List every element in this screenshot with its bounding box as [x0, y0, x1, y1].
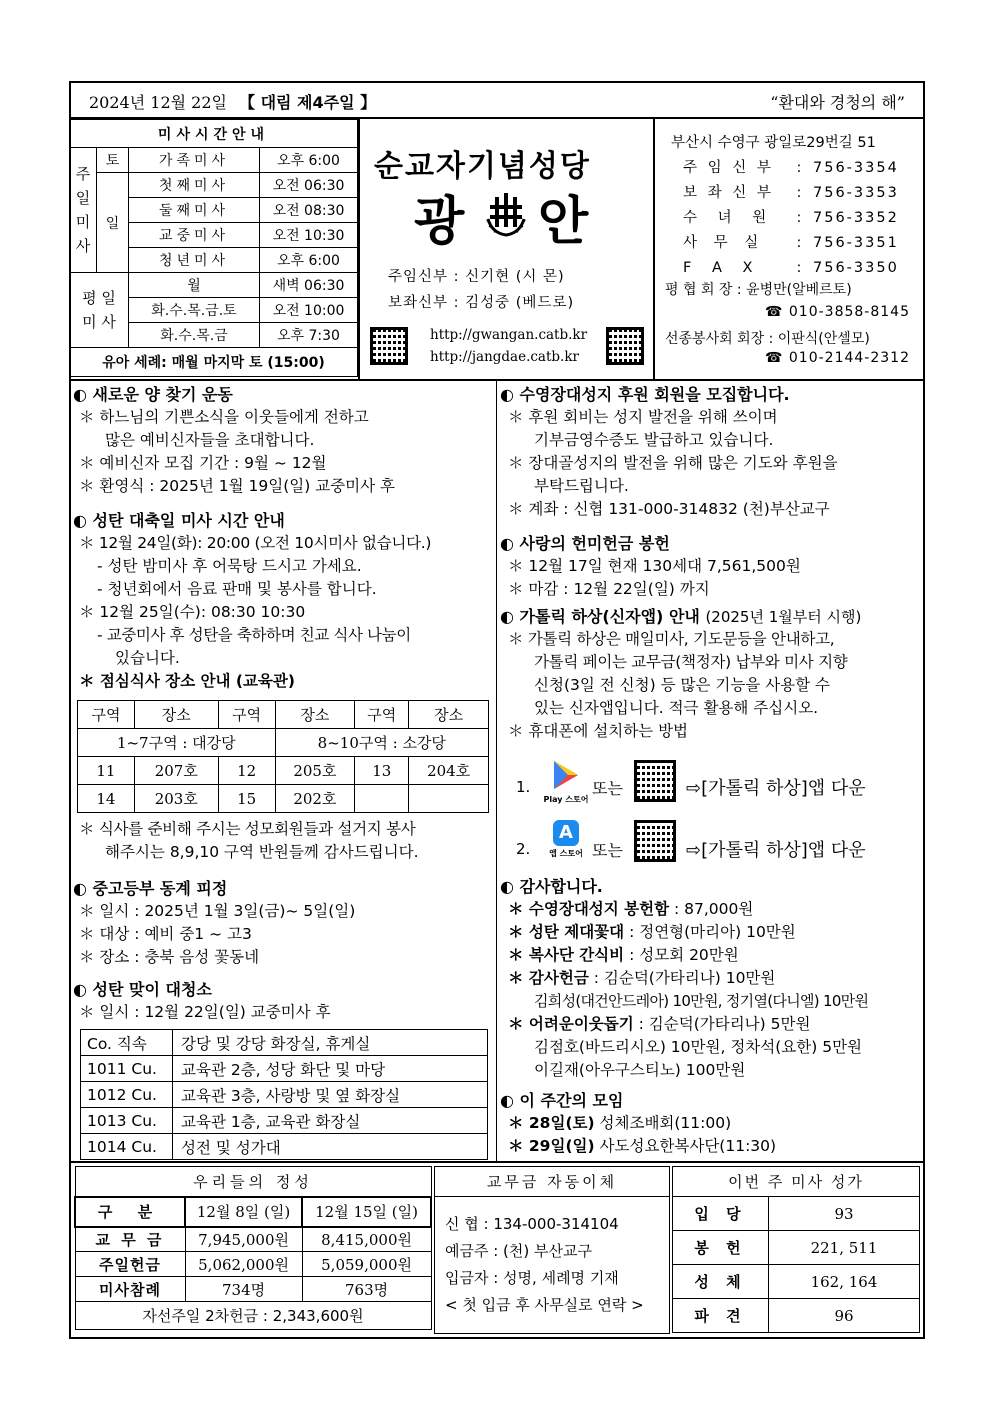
table-cell: 1~7구역 : 대강당: [78, 729, 276, 757]
table-cell: 미사참례: [75, 1277, 185, 1302]
text-line: ＊ 점심식사 장소 안내 (교육관): [79, 672, 295, 690]
contact-label: 수 녀 원: [683, 210, 775, 226]
contact-row: 수 녀 원 : 756-3352: [683, 206, 913, 231]
hymn-number: 93: [769, 1197, 920, 1231]
table-cell: 성전 및 성가대: [173, 1134, 488, 1160]
text-line: : 김순덕(가타리나) 5만원: [633, 1015, 811, 1033]
section-title: ◐ 이 주간의 모임: [500, 1091, 624, 1110]
divider: [496, 381, 497, 1161]
account-number: 신 협 : 134-000-314104: [445, 1215, 619, 1233]
parish-subtitle: 순교자기념성당: [374, 149, 591, 184]
table-cell: 8,415,000원: [302, 1227, 431, 1252]
table-footer: 자선주일 2차헌금 : 2,343,600원: [75, 1302, 431, 1330]
motto: “환대와 경청의 해”: [770, 93, 905, 112]
table-cell: 734명: [185, 1277, 302, 1302]
qr-code-icon[interactable]: [634, 820, 676, 862]
text-line: - 성탄 밤미사 후 어묵탕 드시고 가세요.: [97, 557, 362, 575]
step-number: 2.: [516, 840, 531, 858]
council-president: 평 협 회 장 : 윤병만(알베르토): [665, 282, 852, 298]
hymn-label: 입 당: [673, 1197, 769, 1231]
contact-row: 보 좌 신 부 : 756-3353: [683, 181, 913, 206]
text-line: 해주시는 8,9,10 구역 반원들께 감사드립니다.: [105, 843, 419, 861]
depositor-note: 입금자 : 성명, 세례명 기재: [445, 1269, 619, 1287]
hymn-number: 162, 164: [769, 1265, 920, 1299]
app-row-android: [516, 760, 916, 810]
play-store-label: Play 스토어: [543, 795, 589, 804]
left-column-lower: [73, 818, 493, 1024]
table-cell: 교 무 금: [75, 1227, 185, 1252]
text-line: 김점호(바드리시오) 10만원, 정차석(요한) 5만원: [534, 1038, 863, 1056]
text-bold: ＊ 복사단 간식비: [508, 946, 625, 964]
text-line: 가톨릭 페이는 교무금(책정자) 납부와 미사 지향: [534, 653, 848, 671]
contact-row: 사 무 실 : 756-3351: [683, 231, 913, 256]
mass-time: 오후 7:30: [260, 323, 358, 348]
assistant-priest: 보좌신부 : 김성중 (베드로): [388, 295, 575, 311]
parish-block: [358, 119, 655, 379]
mass-name: 화.수.목.금: [129, 323, 260, 348]
section-title: ◐ 수영장대성지 후원 회원을 모집합니다.: [500, 385, 790, 404]
hymn-label: 파 견: [673, 1299, 769, 1333]
website-link-1[interactable]: http://gwangan.catb.kr: [430, 327, 588, 343]
table-header: 구역: [355, 701, 409, 729]
season: 【 대림 제4주일 】: [239, 93, 377, 112]
text-line: ＊ 마감 : 12월 22일(일) 까지: [508, 580, 710, 598]
section-title: ◐ 중고등부 동계 피정: [73, 879, 228, 898]
table-header: 12월 15일 (일): [302, 1197, 431, 1227]
lunch-table: [77, 700, 489, 813]
header-bar: [69, 81, 925, 119]
app-row-ios: [516, 818, 916, 868]
table-cell: 203호: [134, 785, 218, 813]
mass-name: 월: [129, 273, 260, 298]
phone-number: 756-3350: [813, 260, 899, 276]
table-cell: 5,059,000원: [302, 1252, 431, 1277]
mass-time: 오전 06:30: [260, 173, 358, 198]
text-bold: ＊ 29일(일): [508, 1137, 595, 1155]
step-number: 1.: [516, 778, 531, 796]
text-line: ＊ 휴대폰에 설치하는 방법: [508, 722, 689, 740]
table-title: 교무금 자동이체: [435, 1167, 669, 1197]
text-bold: ＊ 성탄 제대꽃대: [508, 923, 625, 941]
text-line: 김희성(대건안드레아) 10만원, 정기열(다니엘) 10만원: [534, 992, 869, 1010]
table-cell: 주일헌금: [75, 1252, 185, 1277]
text-line: : 김순덕(가타리나) 10만원: [588, 969, 776, 987]
table-cell: 교육관 2층, 성당 화단 및 마당: [173, 1056, 488, 1082]
text-bold: ＊ 감사헌금: [508, 969, 589, 987]
table-cell: 교육관 3층, 사랑방 및 옆 화장실: [173, 1082, 488, 1108]
mass-time: 오후 6:00: [260, 248, 358, 273]
text-line: ＊ 가톨릭 하상은 매일미사, 기도문등을 안내하고,: [508, 630, 835, 648]
table-header: 구역: [78, 701, 135, 729]
text-line: 있는 신자앱입니다. 적극 활용해 주십시오.: [534, 699, 819, 717]
text-bold: ＊ 어려운이웃돕기: [508, 1015, 634, 1033]
hymn-label: 봉 헌: [673, 1231, 769, 1265]
left-column: [73, 384, 493, 693]
text-bold: ＊ 28일(토): [508, 1114, 595, 1132]
qr-code-icon[interactable]: [634, 760, 676, 802]
table-cell: 7,945,000원: [185, 1227, 302, 1252]
table-cell: 8~10구역 : 소강당: [275, 729, 488, 757]
table-cell: 1012 Cu.: [81, 1082, 173, 1108]
mass-name: 둘째미사: [129, 198, 260, 223]
phone-number: 756-3351: [813, 235, 899, 251]
table-cell: 207호: [134, 757, 218, 785]
qr-code-icon: [606, 327, 644, 365]
council-phone: ☎ 010-3858-8145: [765, 304, 910, 320]
infant-baptism: 유아 세례: 매월 마지막 토 (15:00): [70, 348, 358, 377]
address: 부산시 수영구 광일로29번길 51: [671, 135, 876, 151]
auto-transfer-box: [434, 1166, 670, 1334]
sat-label: 토: [97, 148, 129, 173]
table-cell: 205호: [275, 757, 355, 785]
hymn-number: 96: [769, 1299, 920, 1333]
mass-time: 새벽 06:30: [260, 273, 358, 298]
table-cell: 12: [218, 757, 275, 785]
contact-block: [655, 119, 925, 379]
phone-number: 756-3352: [813, 210, 899, 226]
table-cell: 1014 Cu.: [81, 1134, 173, 1160]
table-cell: 14: [78, 785, 135, 813]
phone-number: 756-3354: [813, 160, 899, 176]
table-cell: [355, 785, 409, 813]
play-store-icon[interactable]: [540, 760, 592, 806]
text-line: - 청년회에서 음료 판매 및 봉사를 합니다.: [97, 580, 377, 598]
text-line: - 교중미사 후 성탄을 축하하며 친교 식사 나눔이: [97, 626, 411, 644]
text-line: : 성모회 20만원: [624, 946, 739, 964]
download-instruction: ⇨[가톨릭 하상]앱 다운: [686, 778, 866, 799]
parish-name-1: 광: [414, 192, 465, 252]
contact-row: 주 임 신 부 : 756-3354: [683, 156, 913, 181]
table-cell: 13: [355, 757, 409, 785]
text-line: 기부금영수증도 발급하고 있습니다.: [534, 431, 774, 449]
mass-schedule: [69, 119, 358, 377]
right-column-lower: [500, 876, 924, 1158]
section-title: ◐ 성탄 대축일 미사 시간 안내: [73, 511, 285, 530]
table-cell: 11: [78, 757, 135, 785]
text-line: ＊ 예비신자 모집 기간 : 9월 ~ 12월: [79, 454, 327, 472]
weekday-mass-label: 평 일 미 사: [70, 273, 129, 348]
hymn-table: [672, 1166, 920, 1333]
contact-list: [683, 156, 913, 281]
text-line: ＊ 일시 : 12월 22일(일) 교중미사 후: [79, 1003, 331, 1021]
contact-label: 보 좌 신 부: [683, 185, 774, 201]
text-line: ＊ 후원 회비는 성지 발전을 위해 쓰이며: [508, 408, 778, 426]
text-line: 신청(3일 전 신청) 등 많은 기능을 사용할 수: [534, 676, 831, 694]
divider: [69, 1161, 925, 1163]
table-cell: 1011 Cu.: [81, 1056, 173, 1082]
text-line: 부탁드립니다.: [534, 477, 629, 495]
contact-note: < 첫 입금 후 사무실로 연락 >: [445, 1296, 644, 1314]
mass-title: 미사시간안내: [70, 120, 358, 148]
text-line: 많은 예비신자들을 초대합니다.: [105, 431, 315, 449]
right-column: [500, 384, 922, 743]
table-header: 장소: [409, 701, 489, 729]
text-line: ＊ 식사를 준비해 주시는 성모회원들과 설거지 봉사: [79, 820, 416, 838]
or-text: 또는: [592, 779, 623, 798]
service-president: 선종봉사회 회장 : 이판식(안셀모): [665, 331, 870, 347]
text-line: ＊ 12월 17일 현재 130세대 7,561,500원: [508, 557, 801, 575]
table-header: 12월 8일 (일): [185, 1197, 302, 1227]
website-link-2[interactable]: http://jangdae.catb.kr: [430, 349, 579, 365]
mass-name: 화.수.목.금.토: [129, 298, 260, 323]
hymn-number: 221, 511: [769, 1231, 920, 1265]
text-line: ＊ 계좌 : 신협 131-000-314832 (천)부산교구: [508, 500, 830, 518]
text-line: 이길재(아우구스티노) 100만원: [534, 1061, 746, 1079]
mass-time: 오전 10:00: [260, 298, 358, 323]
table-header: 장소: [275, 701, 355, 729]
text-line: 성체조배회(11:00): [594, 1114, 732, 1132]
text-line: ＊ 12월 24일(화): 20:00 (오전 10시미사 없습니다.): [79, 534, 432, 552]
phone-number: 756-3353: [813, 185, 899, 201]
parish-emblem-icon: [482, 189, 530, 237]
date: 2024년 12월 22일: [89, 93, 227, 112]
text-line: ＊ 12월 25일(수): 08:30 10:30: [79, 603, 306, 621]
text-line: 있습니다.: [115, 649, 180, 667]
section-title: ◐ 새로운 양 찾기 운동: [73, 385, 233, 404]
text-line: ＊ 하느님의 기쁜소식을 이웃들에게 전하고: [79, 408, 369, 426]
table-cell: 202호: [275, 785, 355, 813]
section-title: ◐ 감사합니다.: [500, 877, 603, 896]
text-line: ＊ 환영식 : 2025년 1월 19일(일) 교중미사 후: [79, 477, 396, 495]
contact-label: F A X: [683, 260, 761, 276]
contact-label: 주 임 신 부: [683, 160, 774, 176]
app-store-label: 앱 스토어: [549, 849, 583, 858]
service-phone: ☎ 010-2144-2312: [765, 350, 910, 366]
sun-label: 일: [97, 173, 129, 273]
mass-name: 청년미사: [129, 248, 260, 273]
table-header: 장소: [134, 701, 218, 729]
text-line: : 87,000원: [669, 900, 754, 918]
mass-name: 가족미사: [129, 148, 260, 173]
table-cell: 1013 Cu.: [81, 1108, 173, 1134]
table-cell: 교육관 1층, 교육관 화장실: [173, 1108, 488, 1134]
mass-name: 첫째미사: [129, 173, 260, 198]
text-line: ＊ 장대골성지의 발전을 위해 많은 기도와 후원을: [508, 454, 838, 472]
section-title: ◐ 사랑의 헌미헌금 봉헌: [500, 534, 670, 553]
mass-time: 오전 08:30: [260, 198, 358, 223]
table-cell: 15: [218, 785, 275, 813]
mass-time: 오후 6:00: [260, 148, 358, 173]
pastor: 주임신부 : 신기현 (시 몬): [388, 269, 565, 285]
cleaning-table: [80, 1029, 488, 1160]
text-line: ＊ 일시 : 2025년 1월 3일(금)~ 5일(일): [79, 902, 356, 920]
mass-time: 오전 10:30: [260, 223, 358, 248]
contact-label: 사 무 실: [683, 235, 765, 251]
table-cell: 5,062,000원: [185, 1252, 302, 1277]
text-line: ＊ 장소 : 충북 음성 꽃동네: [79, 948, 260, 966]
text-line: : 정연형(마리아) 10만원: [624, 923, 796, 941]
text-bold: ＊ 수영장대성지 봉헌함: [508, 900, 670, 918]
table-cell: 763명: [302, 1277, 431, 1302]
or-text: 또는: [592, 841, 623, 860]
table-cell: Co. 직속: [81, 1030, 173, 1056]
download-instruction: ⇨[가톨릭 하상]앱 다운: [686, 840, 866, 861]
offering-table: [74, 1166, 432, 1330]
table-header: 구 분: [75, 1197, 185, 1227]
text-line: ＊ 대상 : 예비 중1 ~ 고3: [79, 925, 252, 943]
table-cell: 강당 및 강당 화장실, 휴게실: [173, 1030, 488, 1056]
divider: [69, 379, 925, 381]
table-cell: [409, 785, 489, 813]
table-title: 이번 주 미사 성가: [673, 1167, 920, 1197]
mass-name: 교중미사: [129, 223, 260, 248]
app-store-icon[interactable]: A 앱 스토어: [540, 820, 592, 866]
table-cell: 204호: [409, 757, 489, 785]
section-subtitle: (2025년 1월부터 시행): [705, 608, 862, 626]
qr-code-icon: [370, 327, 408, 365]
table-header: 구역: [218, 701, 275, 729]
text-line: 사도성요한복사단(11:30): [594, 1137, 777, 1155]
account-holder: 예금주 : (천) 부산교구: [445, 1242, 592, 1260]
section-title: [500, 606, 922, 628]
parish-name-2: 안: [538, 192, 589, 252]
table-title: 우리들의 정성: [75, 1167, 431, 1197]
section-title-text: ◐ 가톨릭 하상(신자앱) 안내: [500, 607, 700, 626]
sunday-mass-label: 주 일 미 사: [70, 148, 97, 273]
section-title: ◐ 성탄 맞이 대청소: [73, 980, 212, 999]
hymn-label: 성 체: [673, 1265, 769, 1299]
contact-row: F A X : 756-3350: [683, 256, 913, 281]
